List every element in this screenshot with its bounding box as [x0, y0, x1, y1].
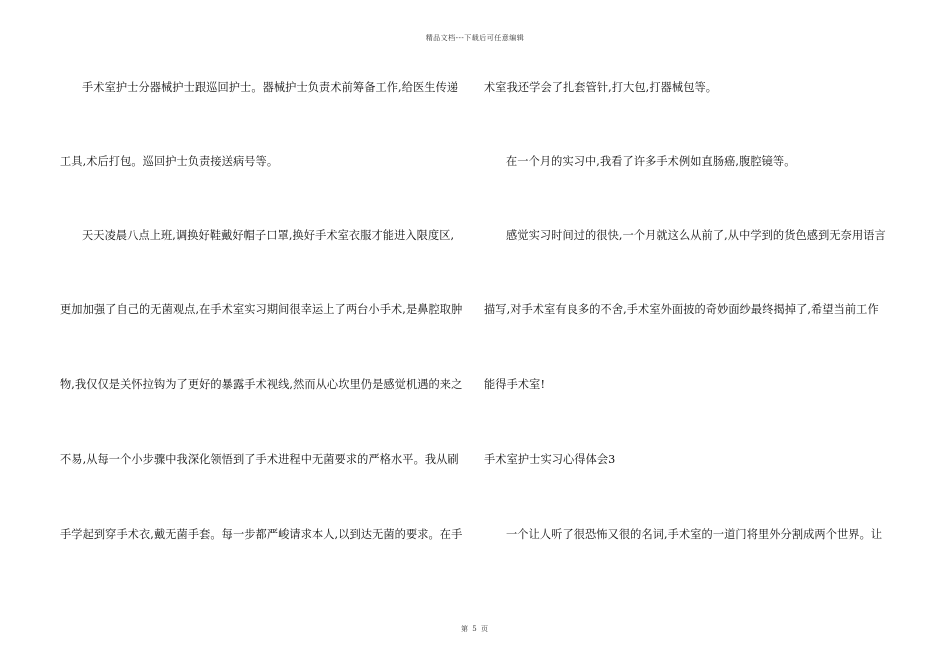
text-line: 能得手术室! [484, 378, 546, 391]
text-line: 更加加强了自己的无菌观点,在手术室实习期间很幸运上了两台小手术,是鼻腔取肿 [60, 303, 463, 316]
text-line: 物,我仅仅是关怀拉钩为了更好的暴露手术视线,然而从心坎里仍是感觉机遇的来之 [60, 378, 463, 391]
text-line: 天天凌晨八点上班,调换好鞋戴好帽子口罩,换好手术室衣服才能进入限度区, [82, 229, 455, 242]
text-line: 工具,术后打包。巡回护士负责接送病号等。 [60, 155, 279, 168]
page-number: 第 5 页 [461, 625, 489, 633]
section-heading: 手术室护士实习心得体会3 [484, 453, 616, 466]
text-line: 感觉实习时间过的很快,一个月就这么从前了,从中学到的货色感到无奈用语言 [506, 229, 886, 242]
text-line: 一个让人听了很恐怖又很的名词,手术室的一道门将里外分割成两个世界。让 [506, 528, 883, 541]
text-line: 术室我还学会了扎套管针,打大包,打器械包等。 [484, 81, 718, 94]
text-line: 手术室护士分器械护士跟巡回护士。器械护士负责术前筹备工作,给医生传递 [82, 81, 459, 94]
text-line: 手学起到穿手术衣,戴无菌手套。每一步都严峻请求本人,以到达无菌的要求。在手 [60, 528, 463, 541]
text-line: 描写,对手术室有良多的不舍,手术室外面披的奇妙面纱最终揭掉了,希望当前工作 [484, 303, 879, 316]
page-header: 精品文档---下载后可任意编辑 [425, 34, 525, 42]
text-line: 不易,从每一个小步骤中我深化领悟到了手术进程中无菌要求的严格水平。我从刷 [60, 453, 459, 466]
text-line: 在一个月的实习中,我看了许多手术例如直肠癌,腹腔镜等。 [506, 155, 796, 168]
